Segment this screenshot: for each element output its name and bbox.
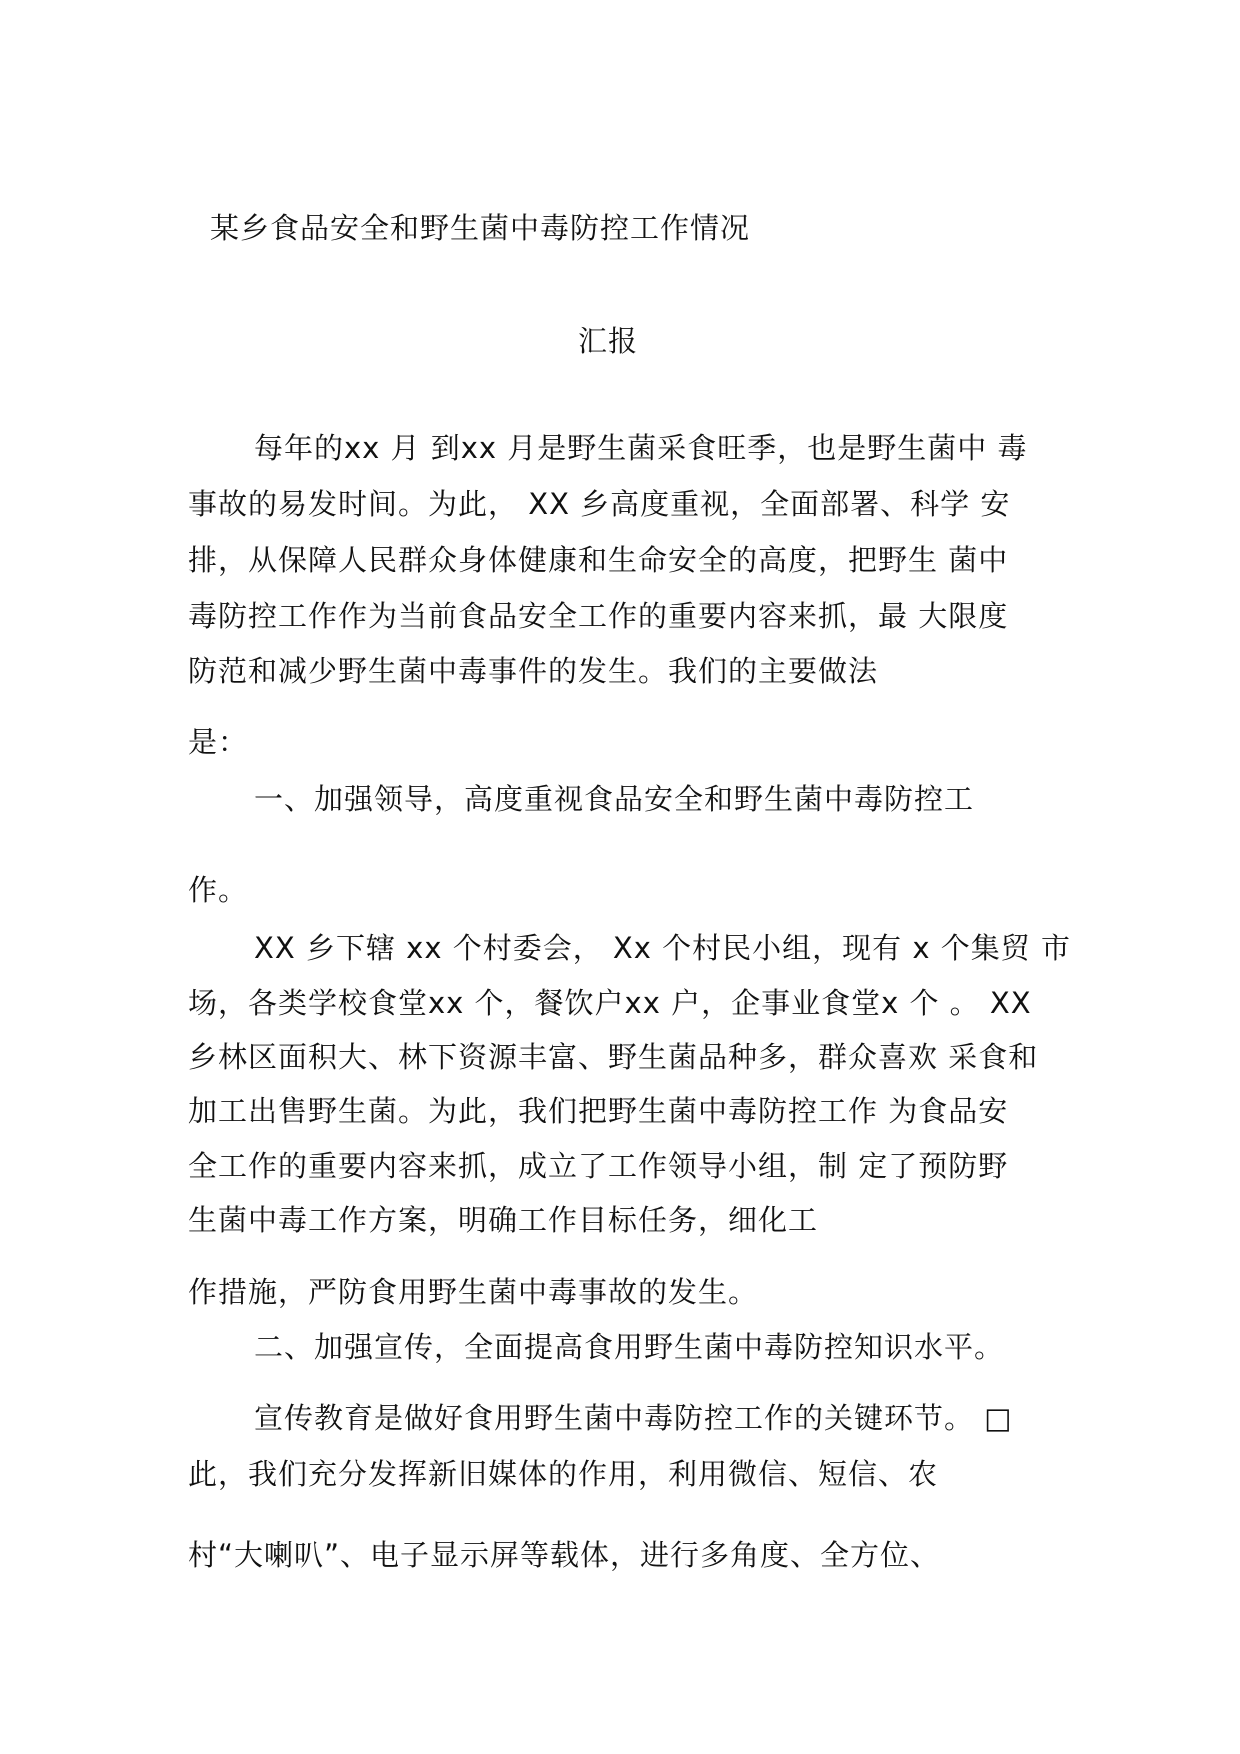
paragraph-line: XX 乡下辖 xx 个村委会， Xx 个村民小组，现有 x 个集贸 市 <box>254 931 1071 965</box>
paragraph-line: 作措施，严防食用野生菌中毒事故的发生。 <box>188 1275 759 1309</box>
paragraph-line: 乡林区面积大、林下资源丰富、野生菌品种多，群众喜欢 采食和 <box>188 1040 1039 1074</box>
paragraph-line: 事故的易发时间。为此， XX 乡高度重视，全面部署、科学 安 <box>188 487 1011 521</box>
paragraph-line: 每年的xx 月 到xx 月是野生菌采食旺季，也是野生菌中 毒 <box>254 431 1028 465</box>
paragraph-line: 加工出售野生菌。为此，我们把野生菌中毒防控工作 为食品安 <box>188 1094 1009 1128</box>
paragraph-line: 此，我们充分发挥新旧媒体的作用，利用微信、短信、农 <box>188 1457 939 1491</box>
section-heading: 一、加强领导，高度重视食品安全和野生菌中毒防控工 <box>254 782 975 816</box>
section-heading: 二、加强宣传，全面提高食用野生菌中毒防控知识水平。 <box>254 1330 1005 1364</box>
paragraph-line: 是： <box>188 725 249 759</box>
paragraph-line: 全工作的重要内容来抓，成立了工作领导小组，制 定了预防野 <box>188 1149 1009 1183</box>
paragraph-line: 毒防控工作作为当前食品安全工作的重要内容来抓，最 大限度 <box>188 599 1009 633</box>
paragraph-line: 村“大喇叭”、电子显示屏等载体，进行多角度、全方位、 <box>188 1538 941 1572</box>
paragraph-line: 生菌中毒工作方案，明确工作目标任务，细化工 <box>188 1203 819 1237</box>
paragraph-line: 宣传教育是做好食用野生菌中毒防控工作的关键环节。 □ <box>254 1401 1013 1435</box>
paragraph-line: 防范和减少野生菌中毒事件的发生。我们的主要做法 <box>188 654 879 688</box>
paragraph-line: 场，各类学校食堂xx 个，餐饮户xx 户，企事业食堂x 个 。 XX <box>188 986 1032 1020</box>
document-subtitle: 汇报 <box>578 324 639 358</box>
section-heading-continuation: 作。 <box>188 873 249 907</box>
document-title: 某乡食品安全和野生菌中毒防控工作情况 <box>210 211 751 245</box>
paragraph-line: 排，从保障人民群众身体健康和生命安全的高度，把野生 菌中 <box>188 543 1009 577</box>
